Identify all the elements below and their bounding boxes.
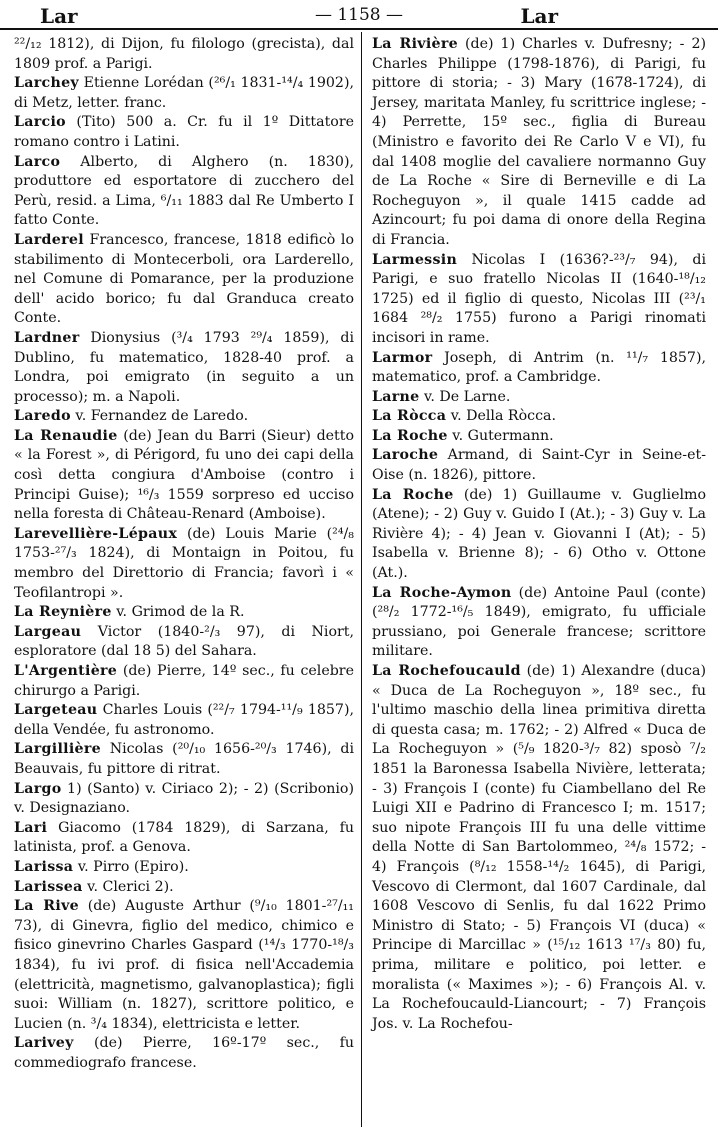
dictionary-entry	[14, 525, 354, 603]
dictionary-entry	[372, 446, 706, 485]
entry-headword: Lardner	[14, 329, 80, 346]
dictionary-entry	[14, 819, 354, 858]
entry-text: Giacomo (1784 1829), di Sarzana, fu latinista, prof. a Genova.	[14, 819, 354, 856]
entry-headword: Laroche	[372, 447, 439, 464]
dictionary-entry	[14, 153, 354, 231]
entry-text: Victor (1840-²/₃ 97), di Niort, esploratore (dal 18 5) del Sahara.	[14, 623, 354, 660]
entry-headword: La Roche	[372, 427, 448, 444]
entry-headword: Larissa	[14, 858, 74, 875]
entry-text: v. Clerici 2).	[82, 878, 174, 895]
entry-headword: L'Argentière	[14, 663, 118, 679]
dictionary-entry	[14, 74, 354, 113]
entry-text: (Tito) 500 a. Cr. fu il 1º Dittatore romano contro i Latini.	[14, 114, 354, 150]
dictionary-entry	[372, 349, 706, 388]
entry-text: (de) Auguste Arthur (⁹/₁₀ 1801-²⁷/₁₁ 73), di Ginevra, figlio del medico, chimico e fisico ginevrino Charles Gaspard (¹⁴/₃ 1770-¹⁸/₃ 1834), fu ivi prof. di fisica nell'Accademia (elettricità, magnetismo, galvanoplastica); figli suoi: William (n. 1827), scrittore politico, e Lucien (n. ³/₄ 1834), elettricista e letter.	[14, 898, 354, 1032]
entry-text: (de) Pierre, 14º sec., fu celebre chirurgo a Parigi.	[14, 663, 354, 699]
dictionary-entry	[14, 701, 354, 740]
entry-text: Alberto, di Alghero (n. 1830), produttore ed esportatore di zucchero del Perù, resid. a Lima, ⁶/₁₁ 1883 dal Re Umberto I fatto Conte.	[14, 153, 354, 229]
entry-headword: La Ròcca	[372, 408, 447, 425]
entry-text: Charles Louis (²²/₇ 1794-¹¹/₉ 1857), della Vendée, fu astronomo.	[14, 702, 354, 738]
entry-headword: Larissea	[14, 878, 83, 895]
entry-text: v. Pirro (Epiro).	[73, 858, 189, 875]
entry-text: v. Grimod de la R.	[111, 604, 245, 621]
entry-headword: La Roche	[372, 486, 454, 503]
page-header	[0, 0, 718, 30]
entry-text: (de) 1) Guillaume v. Guglielmo (Atene); - 2) Guy v. Guido I (At.); - 3) Guy v. La Rivière 4); - 4) Jean v. Giovanni I (At); - 5) Isabella v. Brienne 8); - 6) Otho v. Ottone (At.).	[372, 486, 706, 582]
entry-headword: La Rochefoucauld	[372, 663, 521, 679]
dictionary-entry	[14, 878, 354, 898]
dictionary-entry	[372, 388, 706, 408]
entry-headword: Largeau	[14, 623, 82, 640]
entry-headword: Larchey	[14, 75, 79, 92]
entry-headword: Largeteau	[14, 702, 98, 719]
entry-text: 1) (Santo) v. Ciriaco 2); - 2) (Scribonio) v. Designaziano.	[14, 780, 354, 817]
dictionary-entry	[14, 858, 354, 878]
entry-headword: La Reynière	[14, 604, 112, 621]
entry-text: (de) Jean du Barri (Sieur) detto « la Forest », di Périgord, fu uno dei capi della così detta congiura d'Amboise (contro i Principi Guise); ¹⁶/₃ 1559 sorpreso ed ucciso nella foresta di Château-Renard (Amboise).	[14, 427, 355, 523]
entry-text: ²²/₁₂ 1812), di Dijon, fu filologo (grecista), dal 1809 prof. a Parigi.	[14, 36, 354, 72]
entry-headword: Larivey	[14, 1035, 74, 1052]
header-left-guideword: Lar	[40, 4, 78, 28]
entry-headword: Larevellière-Lépaux	[14, 525, 178, 542]
right-column	[372, 35, 706, 1034]
dictionary-entry	[372, 662, 706, 1034]
dictionary-entry	[14, 113, 354, 152]
left-column	[14, 35, 354, 1073]
entry-headword: Largillière	[14, 741, 101, 758]
entry-headword: Laredo	[14, 408, 71, 425]
entry-text: (de) 1) Alexandre (duca) « Duca de La Rocheguyon », 18º sec., fu l'ultimo maschio della linea primitiva diretta di questa casa; m. 1762; - 2) Alfred « Duca de La Rocheguyon » (⁵/₉ 1820-³/₇ 82) sposò ⁷/₂ 1851 la Baronessa Isabella Nivière, letterata; - 3) François I (conte) fu Ciambellano del Re Luigi XII e Padrino di Francesco I; m. 1517; suo nipote François III fu una delle vittime della Notte di San Bartolommeo, ²⁴/₈ 1572; - 4) François (⁸/₁₂ 1558-¹⁴/₂ 1645), di Parigi, Vescovo di Clermont, dal 1607 Cardinale, dal 1608 Vescovo di Senlis, fu dal 1622 Primo Ministro di Stato; - 5) François VI (duca) « Principe di Marcillac » (¹⁵/₁₂ 1613 ¹⁷/₃ 80) fu, prima, militare e politico, poi letter. e moralista (« Maximes »); - 6) François Al. v. La Rochefoucauld-Liancourt; - 7) François Jos. v. La Rochefou-	[372, 663, 706, 1032]
entry-headword: Larcio	[14, 114, 66, 131]
entry-text: v. Fernandez de Laredo.	[70, 408, 249, 425]
dictionary-entry	[372, 486, 706, 584]
entry-text: (de) Louis Marie (²⁴/₈ 1753-²⁷/₃ 1824), di Montaign in Poitou, fu membro del Direttorio di Francia; favorì i « Teofilantropi ».	[14, 525, 354, 601]
dictionary-entry	[372, 427, 706, 447]
dictionary-entry	[372, 35, 706, 251]
dictionary-entry	[14, 35, 354, 74]
entry-headword: Largo	[14, 780, 62, 797]
entry-headword: Larmor	[372, 349, 433, 366]
column-divider	[361, 32, 362, 1127]
entry-headword: Larco	[14, 153, 61, 170]
entry-text: Armand, di Saint-Cyr in Seine-et-Oise (n. 1826), pittore.	[372, 447, 706, 484]
dictionary-entry	[14, 623, 354, 662]
entry-text: Dionysius (³/₄ 1793 ²⁹/₄ 1859), di Dublino, fu matematico, 1828-40 prof. a Londra, poi emigrato (in seguito a un processo); m. a Napoli.	[14, 329, 354, 405]
entry-text: (de) Antoine Paul (conte) (²⁸/₂ 1772-¹⁶/₅ 1849), emigrato, fu ufficiale prussiano, poi Generale francese; scrittore militare.	[372, 584, 706, 660]
entry-headword: La Renaudie	[14, 427, 118, 444]
entry-text: v. De Larne.	[419, 388, 511, 405]
dictionary-entry	[14, 740, 354, 779]
entry-text: v. Della Ròcca.	[446, 408, 556, 425]
dictionary-entry	[14, 780, 354, 819]
entry-headword: Larderel	[14, 231, 84, 248]
dictionary-entry	[14, 231, 354, 329]
dictionary-entry	[372, 407, 706, 427]
dictionary-entry	[14, 897, 354, 1034]
entry-headword: La Rive	[14, 898, 79, 915]
header-right-guideword: Lar	[520, 4, 558, 28]
dictionary-entry	[14, 662, 354, 701]
entry-text: Etienne Lorédan (²⁶/₁ 1831-¹⁴/₄ 1902), di Metz, letter. franc.	[14, 75, 354, 111]
entry-text: Joseph, di Antrim (n. ¹¹/₇ 1857), matematico, prof. a Cambridge.	[372, 349, 706, 386]
entry-text: Francesco, francese, 1818 edificò lo stabilimento di Montecerboli, ora Larderello, nel Comune di Pomarance, per la produzione dell' acido borico; fu dal Granduca creato Conte.	[14, 231, 354, 327]
entry-headword: La Rivière	[372, 36, 458, 52]
dictionary-entry	[372, 584, 706, 662]
entry-text: Nicolas (²⁰/₁₀ 1656-²⁰/₃ 1746), di Beauvais, fu pittore di ritrat.	[14, 741, 354, 777]
dictionary-entry	[372, 251, 706, 349]
entry-text: (de) 1) Charles v. Dufresny; - 2) Charles Philippe (1798-1876), di Parigi, fu pittore di storia; - 3) Mary (1678-1724), di Jersey, maritata Manley, fu scrittrice inglese; - 4) Perrette, 15º sec., figlia di Bureau (Ministro e favorito dei Re Carlo V e VI), fu dal 1408 moglie del cavaliere normanno Guy de La Roche « Sire di Berneville e di La Rocheguyon », il quale 1415 cadde ad Azincourt; fu poi dama di onore della Regina di Francia.	[372, 36, 706, 248]
page-number: — 1158 —	[314, 5, 404, 25]
dictionary-entry	[14, 427, 354, 525]
dictionary-entry	[14, 407, 354, 427]
entry-headword: La Roche-Aymon	[372, 584, 512, 601]
dictionary-entry	[14, 329, 354, 407]
entry-text: (de) Pierre, 16º-17º sec., fu commediografo francese.	[14, 1035, 354, 1071]
entry-headword: Larmessin	[372, 251, 458, 268]
dictionary-entry	[14, 603, 354, 623]
entry-headword: Lari	[14, 819, 48, 836]
dictionary-entry	[14, 1034, 354, 1073]
entry-headword: Larne	[372, 388, 420, 405]
entry-text: v. Gutermann.	[447, 427, 554, 444]
entry-text: Nicolas I (1636?-²³/₇ 94), di Parigi, e suo fratello Nicolas II (1640-¹⁸/₁₂ 1725) ed il figlio di questo, Nicolas III (²³/₁ 1684 ²⁸/₂ 1755) furono a Parigi rinomati incisori in rame.	[372, 251, 706, 346]
